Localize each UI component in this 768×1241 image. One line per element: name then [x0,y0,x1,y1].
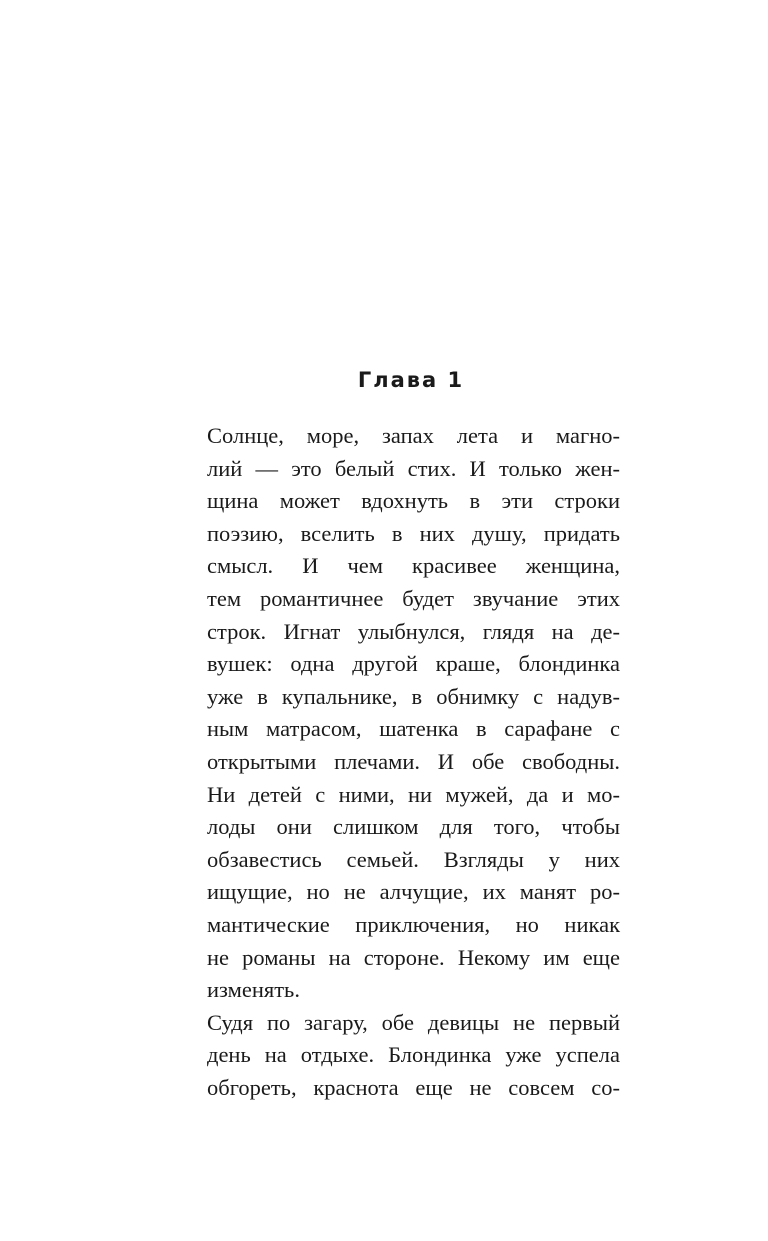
text-line: изменять. [207,977,300,1003]
text-line: мантические приключения, но никак [207,911,620,937]
chapter-text [207,420,620,1104]
text-line: щина может вдохнуть в эти строки [207,488,620,514]
text-line: вушек: одна другой краше, блондинка [207,651,620,677]
text-line: Ни детей с ними, ни мужей, да и мо- [207,781,620,807]
text-line: смысл. И чем красивее женщина, [207,553,620,579]
text-line: обзавестись семьей. Взгляды у них [207,846,620,872]
text-line: ным матрасом, шатенка в сарафане с [207,716,620,742]
text-line: обгореть, краснота еще не совсем со- [207,1074,620,1100]
text-line: строк. Игнат улыбнулся, глядя на де- [207,618,620,644]
text-line: день на отдыхе. Блондинка уже успела [207,1042,620,1068]
text-line: ищущие, но не алчущие, их манят ро- [207,879,620,905]
paragraph-2 [207,1007,620,1105]
chapter-title: Глава 1 [357,368,465,392]
paragraph-1 [207,420,620,1007]
text-line: не романы на стороне. Некому им еще [207,944,620,970]
text-line: лоды они слишком для того, чтобы [207,814,620,840]
text-line: Солнце, море, запах лета и магно- [207,423,620,448]
text-line: тем романтичнее будет звучание этих [207,585,620,611]
text-line: уже в купальнике, в обнимку с надув- [207,683,620,709]
text-line: Судя по загару, обе девицы не первый [207,1009,620,1035]
text-line: поэзию, вселить в них душу, придать [207,520,620,546]
text-line: лий — это белый стих. И только жен- [207,455,620,481]
text-line: открытыми плечами. И обе свободны. [207,748,620,774]
